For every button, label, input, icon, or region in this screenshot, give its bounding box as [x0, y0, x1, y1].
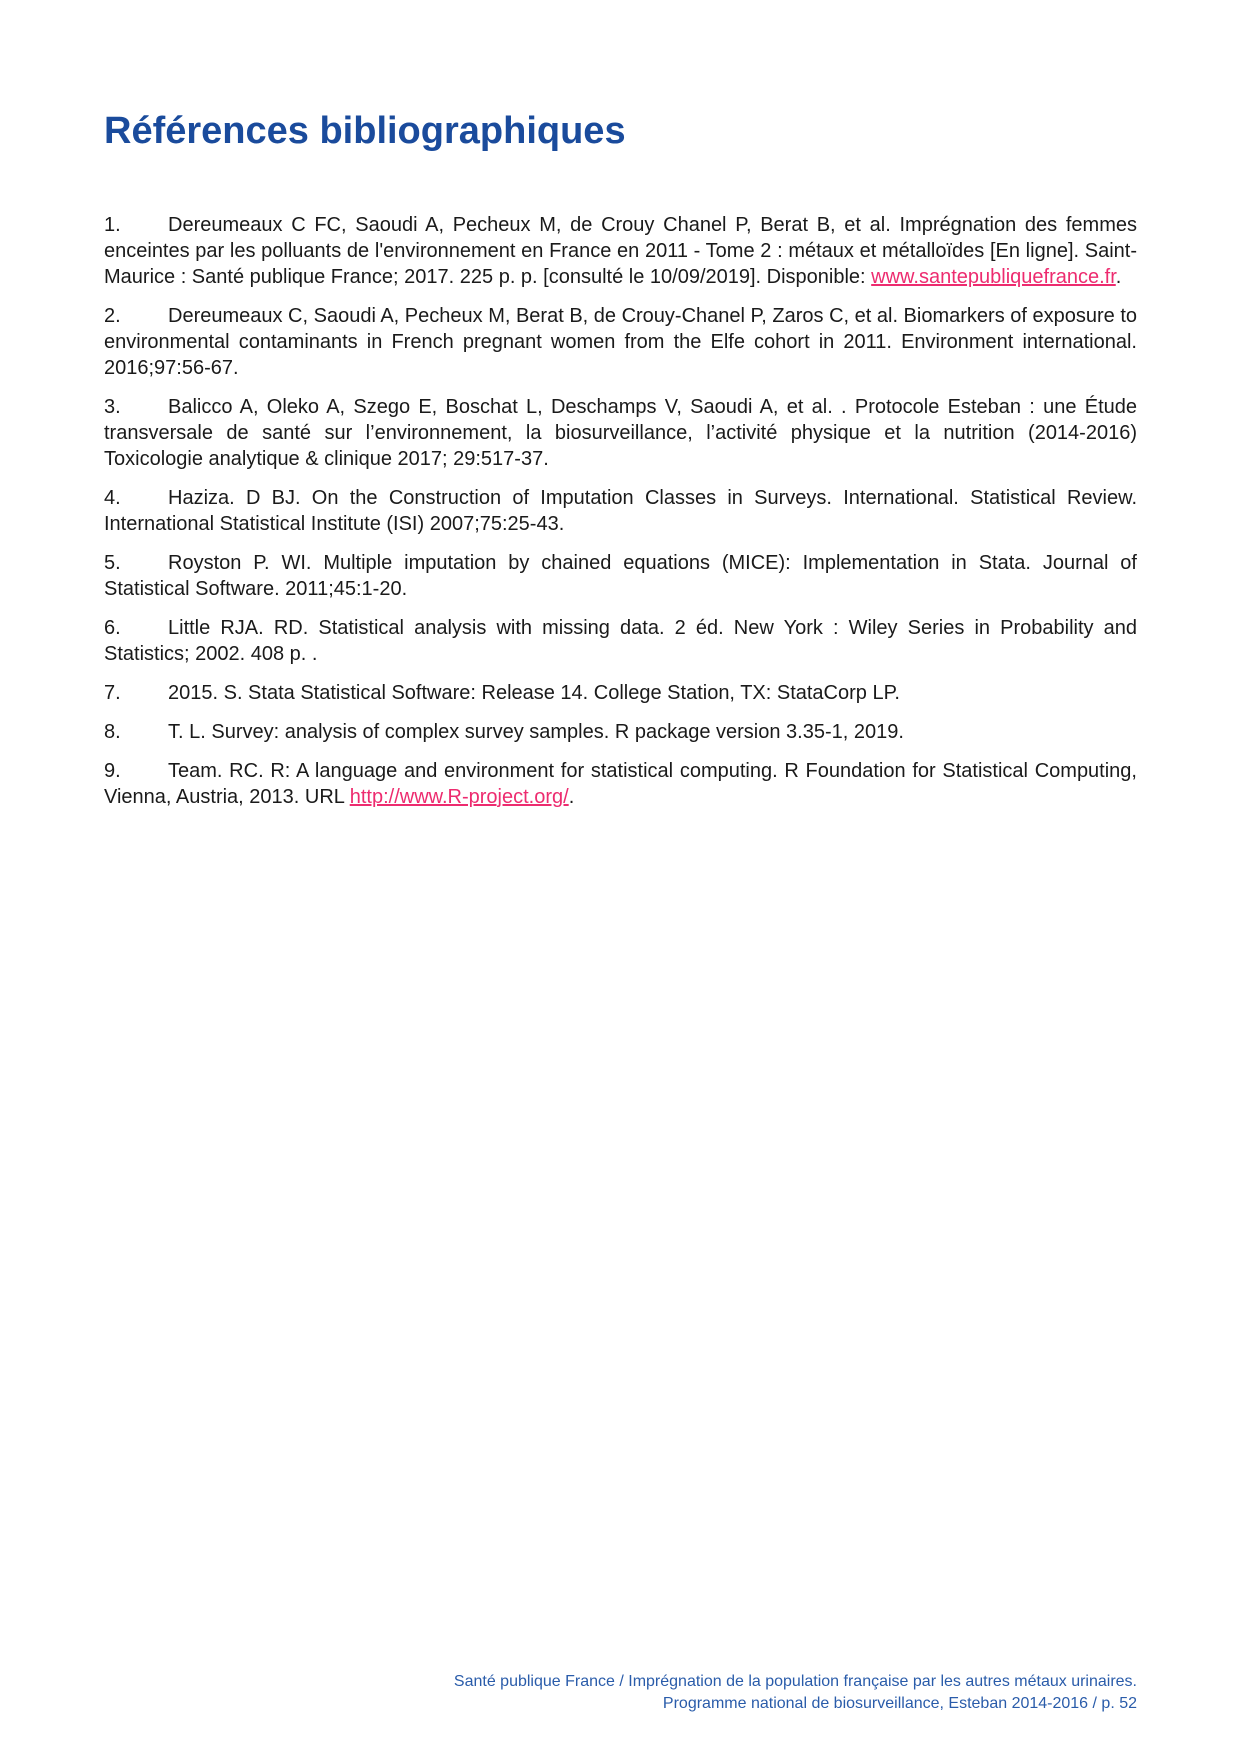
reference-number: 8. [104, 721, 121, 743]
reference-number: 3. [104, 396, 121, 418]
reference-text-after: . [1115, 266, 1122, 288]
page-title: Références bibliographiques [104, 110, 626, 152]
reference-number: 9. [104, 760, 121, 782]
reference-item [104, 485, 1137, 537]
reference-text: Royston P. WI. Multiple imputation by chained equations (MICE): Implementation in Stata. Journal of Statistical Software. 2011;45:1-20. [104, 552, 1137, 600]
reference-list [104, 212, 1137, 810]
reference-number: 4. [104, 487, 121, 509]
reference-link[interactable]: www.santepubliquefrance.fr [871, 266, 1116, 288]
reference-item [104, 303, 1137, 381]
footer-line-2: Programme national de biosurveillance, Esteban 2014-2016 / p. 52 [662, 1695, 1137, 1712]
reference-number: 6. [104, 617, 121, 639]
reference-text: Little RJA. RD. Statistical analysis with missing data. 2 éd. New York : Wiley Series in Probability and Statistics; 2002. 408 p. . [104, 617, 1137, 665]
reference-text: 2015. S. Stata Statistical Software: Release 14. College Station, TX: StataCorp LP. [168, 682, 900, 704]
reference-number: 2. [104, 305, 121, 327]
reference-text: T. L. Survey: analysis of complex survey samples. R package version 3.35-1, 2019. [168, 721, 904, 743]
reference-text-after: . [568, 786, 575, 808]
reference-number: 7. [104, 682, 121, 704]
reference-number: 5. [104, 552, 121, 574]
reference-item [104, 615, 1137, 667]
footer-line-1: Santé publique France / Imprégnation de la population française par les autres métaux urinaires. [453, 1673, 1137, 1690]
reference-text: Balicco A, Oleko A, Szego E, Boschat L, Deschamps V, Saoudi A, et al. . Protocole Esteban : une Étude transversale de santé sur l’environnement, la biosurveillance, l’activité physique et la nutrition (2014-2016) Toxicologie analytique & clinique 2017; 29:517-37. [104, 396, 1137, 470]
reference-item [104, 212, 1137, 290]
reference-item [104, 550, 1137, 602]
reference-number: 1. [104, 214, 121, 236]
reference-item [104, 680, 1137, 706]
page-footer [454, 1671, 1137, 1715]
reference-item [104, 758, 1137, 810]
reference-text: Dereumeaux C FC, Saoudi A, Pecheux M, de Crouy Chanel P, Berat B, et al. Imprégnation des femmes enceintes par les polluants de l'environnement en France en 2011 - Tome 2 : métaux et métalloïdes [En ligne]. Saint-Maurice : Santé publique France; 2017. 225 p. p. [consulté le 10/09/2019]. Disponible: [104, 214, 1137, 288]
reference-text: Haziza. D BJ. On the Construction of Imputation Classes in Surveys. International. Statistical Review. International Statistical Institute (ISI) 2007;75:25-43. [104, 487, 1137, 535]
reference-link[interactable]: http://www.R-project.org/ [349, 786, 569, 808]
reference-text: Team. RC. R: A language and environment for statistical computing. R Foundation for Statistical Computing, Vienna, Austria, 2013. URL [104, 760, 1137, 808]
reference-item [104, 394, 1137, 472]
reference-text: Dereumeaux C, Saoudi A, Pecheux M, Berat B, de Crouy-Chanel P, Zaros C, et al. Biomarkers of exposure to environmental contaminants in French pregnant women from the Elfe cohort in 2011. Environment international. 2016;97:56-67. [104, 305, 1137, 379]
reference-item [104, 719, 1137, 745]
